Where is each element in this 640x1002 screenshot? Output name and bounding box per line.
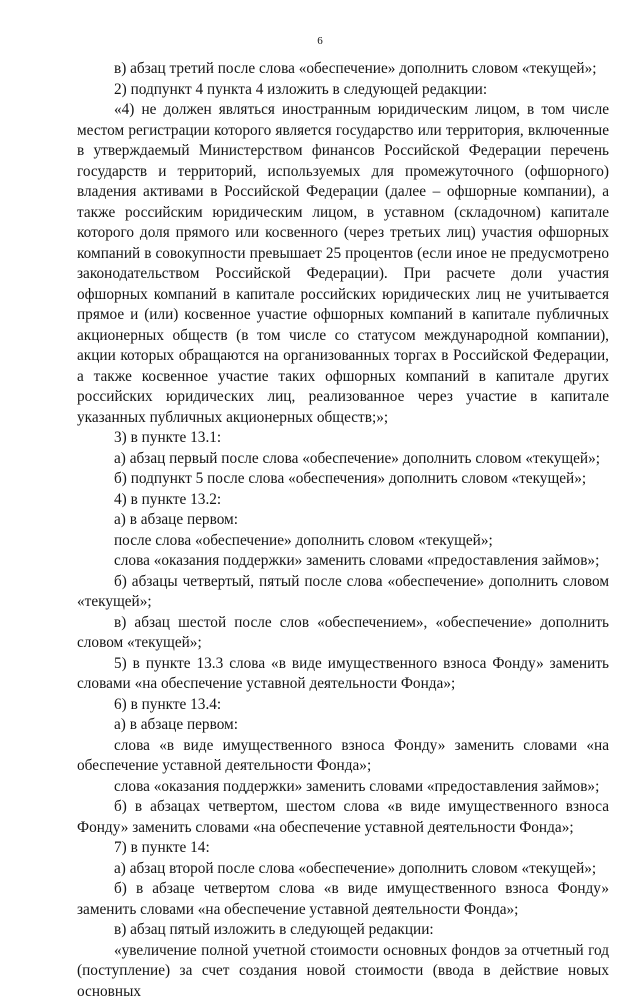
paragraph-22: в) абзац пятый изложить в следующей редакции: (77, 920, 609, 941)
paragraph-14: 6) в пункте 13.4: (77, 695, 609, 716)
paragraph-16: слова «в виде имущественного взноса Фонду» заменить словами «на обеспечение уставной деятельности Фонда»; (77, 736, 609, 777)
page-number: 6 (0, 34, 640, 48)
paragraph-11: б) абзацы четвертый, пятый после слова «обеспечение» дополнить словом «текущей»; (77, 572, 609, 613)
paragraph-3: «4) не должен являться иностранным юридическим лицом, в том числе местом регистрации которого является государство или территория, включенные в утверждаемый Министерством финансов Российской Федерации перечень государств и территорий, используемых для промежуточного (офшорного) владения активами в Российской Федерации (далее – офшорные компании), а также российским юридическим лицом, в уставном (складочном) капитале которого доля прямого или косвенного (через третьих лиц) участия офшорных компаний в совокупности превышает 25 процентов (если иное не предусмотрено законодательством Российской Федерации). При расчете доли участия офшорных компаний в капитале российских юридических лиц не учитывается прямое и (или) косвенное участие офшорных компаний в капитале публичных акционерных обществ (в том числе со статусом международной компании), акции которых обращаются на организованных торгах в Российской Федерации, а также косвенное участие таких офшорных компаний в капитале других российских юридических лиц, реализованное через участие в капитале указанных публичных акционерных обществ;»; (77, 100, 609, 428)
paragraph-5: а) абзац первый после слова «обеспечение» дополнить словом «текущей»; (77, 449, 609, 470)
paragraph-4: 3) в пункте 13.1: (77, 428, 609, 449)
paragraph-1: в) абзац третий после слова «обеспечение» дополнить словом «текущей»; (77, 59, 609, 80)
paragraph-12: в) абзац шестой после слов «обеспечением», «обеспечение» дополнить словом «текущей»; (77, 613, 609, 654)
paragraph-9: после слова «обеспечение» дополнить словом «текущей»; (77, 531, 609, 552)
paragraph-7: 4) в пункте 13.2: (77, 490, 609, 511)
paragraph-21: б) в абзаце четвертом слова «в виде имущественного взноса Фонду» заменить словами «на обеспечение уставной деятельности Фонда»; (77, 879, 609, 920)
paragraph-18: б) в абзацах четвертом, шестом слова «в виде имущественного взноса Фонду» заменить словами «на обеспечение уставной деятельности Фонда»; (77, 797, 609, 838)
paragraph-13: 5) в пункте 13.3 слова «в виде имущественного взноса Фонду» заменить словами «на обеспечение уставной деятельности Фонда»; (77, 654, 609, 695)
paragraph-19: 7) в пункте 14: (77, 838, 609, 859)
paragraph-10: слова «оказания поддержки» заменить словами «предоставления займов»; (77, 551, 609, 572)
paragraph-17: слова «оказания поддержки» заменить словами «предоставления займов»; (77, 777, 609, 798)
paragraph-2: 2) подпункт 4 пункта 4 изложить в следующей редакции: (77, 80, 609, 101)
paragraph-15: а) в абзаце первом: (77, 715, 609, 736)
paragraph-8: а) в абзаце первом: (77, 510, 609, 531)
paragraph-6: б) подпункт 5 после слова «обеспечения» дополнить словом «текущей»; (77, 469, 609, 490)
document-body (77, 59, 609, 1002)
paragraph-23: «увеличение полной учетной стоимости основных фондов за отчетный год (поступление) за счет создания новой стоимости (ввода в действие новых основных (77, 941, 609, 1002)
paragraph-20: а) абзац второй после слова «обеспечение» дополнить словом «текущей»; (77, 859, 609, 880)
